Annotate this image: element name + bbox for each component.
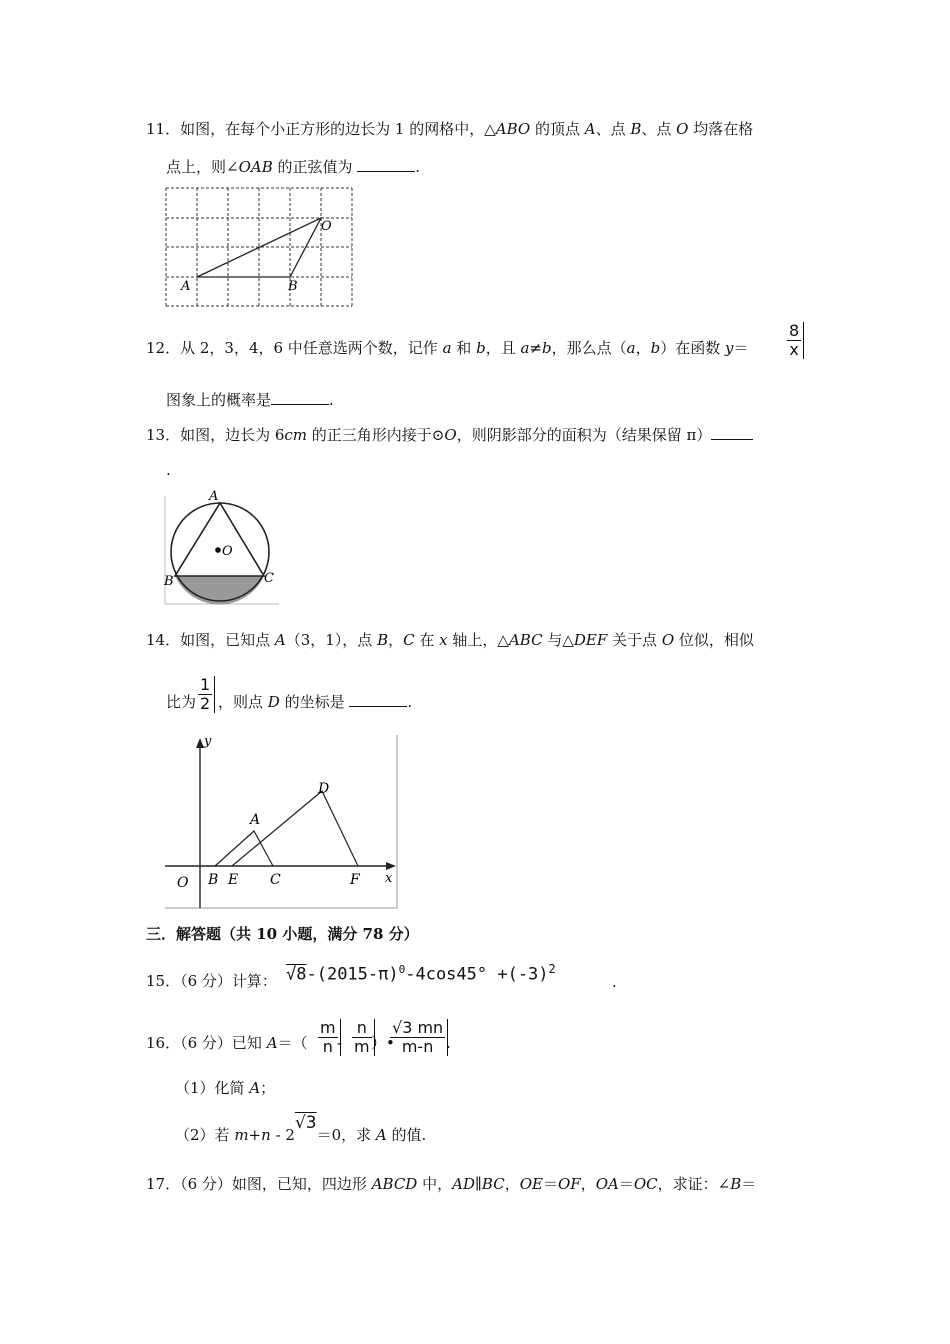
answer-blank bbox=[711, 425, 753, 440]
label-o: O bbox=[222, 544, 233, 559]
answer-blank bbox=[357, 157, 415, 172]
q14-line2: 比为 bbox=[166, 693, 197, 711]
q16-fraction-m-n: $\frac{m}{n}$ bbox=[318, 1019, 341, 1056]
q14-line1: 14．如图，已知点 A（3，1），点 B，C 在 x 轴上，△ABC 与△DEF 关于点 O 位似，相似 bbox=[146, 631, 754, 649]
answer-blank bbox=[349, 692, 407, 707]
label-a: A bbox=[209, 489, 219, 504]
q13-circle-figure bbox=[163, 486, 281, 608]
label-d: D bbox=[318, 781, 330, 797]
center-dot bbox=[215, 547, 221, 553]
label-b: B bbox=[208, 872, 219, 888]
q16-minus: - bbox=[337, 1034, 343, 1052]
q17-line: 17．（6 分）如图，已知，四边形 ABCD 中，AD∥BC，OE＝OF，OA＝OC，求证：∠B＝ bbox=[146, 1175, 757, 1193]
q15-expression: $√8-(2015-\pi)^0-4\cos 45^\circ +(-3)^2$ bbox=[286, 962, 556, 985]
q16-sub2: （2）若 m+n - 2√3＝0，求 A 的值. bbox=[175, 1113, 427, 1144]
q15-end: . bbox=[612, 973, 617, 991]
q12-line1: 12．从 2，3，4，6 中任意选两个数，记作 a 和 b，且 a≠b，那么点（a，b）在函数 y＝ bbox=[146, 339, 749, 357]
label-c: C bbox=[270, 872, 281, 888]
label-a: A bbox=[250, 812, 261, 828]
q11-grid-figure bbox=[164, 186, 356, 312]
q17-number: 17． bbox=[146, 1175, 181, 1193]
section-title: 三．解答题（共 10 小题，满分 78 分） bbox=[146, 925, 419, 943]
q15-number: 15． bbox=[146, 972, 181, 990]
label-o: O bbox=[321, 219, 332, 234]
q11-number: 11． bbox=[146, 120, 181, 138]
q16-line: 16．（6 分）已知 A＝（ bbox=[146, 1034, 308, 1052]
q16-end: . bbox=[446, 1034, 451, 1052]
q13-line2: . bbox=[166, 461, 171, 479]
q12-line2: 图象上的概率是 . bbox=[166, 391, 334, 409]
label-c: C bbox=[264, 571, 274, 586]
q16-fraction-n-m: $\frac{n}{m}$ bbox=[352, 1019, 375, 1056]
q14-line2b: ，则点 D 的坐标是 . bbox=[218, 693, 413, 711]
q12-number: 12． bbox=[146, 339, 181, 357]
q15-line: 15．（6 分）计算： bbox=[146, 972, 277, 990]
label-a: A bbox=[181, 279, 191, 294]
label-b: B bbox=[288, 279, 298, 294]
q14-fraction: $\frac{1}{2}$ bbox=[198, 676, 215, 713]
label-o: O bbox=[177, 875, 189, 891]
q16-dot: ）• bbox=[371, 1034, 395, 1052]
y-axis-arrow-icon bbox=[196, 738, 204, 748]
q14-coordinate-figure bbox=[164, 734, 400, 910]
q16-sub1: （1）化简 A； bbox=[175, 1079, 276, 1097]
label-b: B bbox=[164, 574, 174, 589]
label-x: x bbox=[385, 871, 393, 886]
label-e: E bbox=[228, 872, 239, 888]
label-f: F bbox=[350, 872, 360, 888]
q16-number: 16． bbox=[146, 1034, 181, 1052]
x-axis-arrow-icon bbox=[386, 862, 396, 870]
q11-line1: 11．如图，在每个小正方形的边长为 1 的网格中，△ABO 的顶点 A、点 B、点 O 均落在格 bbox=[146, 120, 754, 138]
answer-blank bbox=[271, 390, 329, 405]
triangle-def bbox=[232, 791, 358, 866]
q11-line2: 点上，则∠OAB 的正弦值为 . bbox=[166, 158, 421, 176]
q16-fraction-sqrt3mn: $\frac{√3 mn}{m-n}$ bbox=[390, 1019, 448, 1056]
q13-number: 13． bbox=[146, 426, 181, 444]
q13-line1: 13．如图，边长为 6cm 的正三角形内接于⊙O，则阴影部分的面积为（结果保留 π） bbox=[146, 425, 753, 445]
triangle-abc bbox=[215, 831, 273, 866]
q12-fraction: $\frac{8}{x}$ bbox=[787, 322, 804, 359]
label-y: y bbox=[204, 734, 212, 749]
q14-number: 14． bbox=[146, 631, 181, 649]
